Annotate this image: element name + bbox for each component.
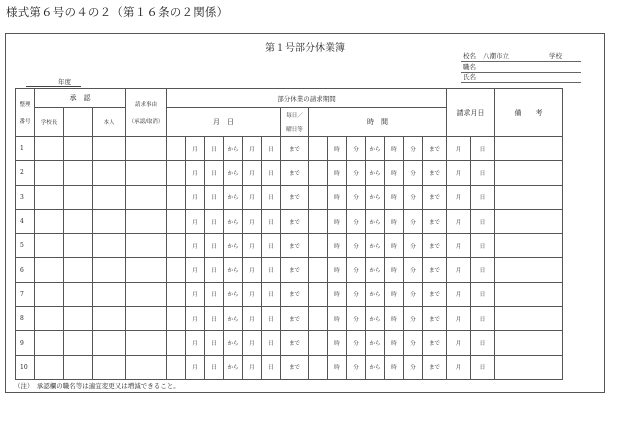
empty-cell[interactable]	[126, 331, 167, 355]
cell-day: 日	[205, 209, 224, 233]
empty-cell[interactable]	[126, 234, 167, 258]
empty-cell[interactable]	[495, 234, 563, 258]
cell-until: まで	[423, 209, 447, 233]
cell-until: まで	[281, 307, 309, 331]
row-number: 10	[16, 355, 35, 379]
empty-cell[interactable]	[93, 234, 126, 258]
cell-from: から	[366, 234, 385, 258]
cell-month: 月	[243, 258, 262, 282]
cell-day: 日	[205, 307, 224, 331]
cell-day: 日	[205, 137, 224, 161]
cell-minute: 分	[404, 137, 423, 161]
cell-minute: 分	[347, 331, 366, 355]
empty-cell[interactable]	[93, 161, 126, 185]
table-row	[16, 137, 563, 161]
empty-cell[interactable]	[309, 137, 328, 161]
table-row	[16, 282, 563, 306]
cell-month: 月	[243, 209, 262, 233]
cell-hour: 時	[328, 258, 347, 282]
cell-month: 月	[186, 307, 205, 331]
approval-header: 承 認	[35, 89, 126, 108]
empty-cell[interactable]	[64, 355, 93, 379]
cell-from: から	[224, 185, 243, 209]
cell-day: 日	[471, 137, 495, 161]
cell-day: 日	[262, 185, 281, 209]
cell-hour: 時	[328, 234, 347, 258]
cell-until: まで	[423, 185, 447, 209]
table-row	[16, 331, 563, 355]
row-number: 2	[16, 161, 35, 185]
cell-month: 月	[447, 307, 471, 331]
year-label: 年度	[58, 78, 71, 86]
table-row	[16, 307, 563, 331]
cell-minute: 分	[404, 234, 423, 258]
cell-hour: 時	[328, 209, 347, 233]
empty-cell[interactable]	[495, 355, 563, 379]
cell-minute: 分	[404, 185, 423, 209]
cell-day: 日	[205, 234, 224, 258]
cell-until: まで	[423, 282, 447, 306]
empty-cell[interactable]	[167, 307, 186, 331]
empty-cell[interactable]	[35, 185, 64, 209]
table-row	[16, 234, 563, 258]
cell-month: 月	[186, 234, 205, 258]
empty-cell[interactable]	[126, 307, 167, 331]
cell-day: 日	[471, 258, 495, 282]
cell-day: 日	[205, 161, 224, 185]
cell-day: 日	[471, 282, 495, 306]
form-code: 様式第６号の４の２（第１６条の２関係）	[6, 5, 229, 19]
cell-day: 日	[262, 209, 281, 233]
empty-cell[interactable]	[495, 161, 563, 185]
school-label: 校名	[463, 52, 476, 60]
cell-from: から	[366, 307, 385, 331]
cell-minute: 分	[404, 355, 423, 379]
cell-until: まで	[281, 234, 309, 258]
cell-minute: 分	[404, 331, 423, 355]
empty-cell[interactable]	[495, 307, 563, 331]
cell-day: 日	[205, 185, 224, 209]
cell-day: 日	[205, 355, 224, 379]
cell-month: 月	[186, 355, 205, 379]
cell-month: 月	[447, 209, 471, 233]
cell-until: まで	[281, 137, 309, 161]
cell-until: まで	[281, 331, 309, 355]
empty-cell[interactable]	[167, 258, 186, 282]
cell-from: から	[366, 209, 385, 233]
empty-cell[interactable]	[126, 137, 167, 161]
empty-cell[interactable]	[126, 161, 167, 185]
cell-month: 月	[447, 137, 471, 161]
empty-cell[interactable]	[93, 209, 126, 233]
school-name: 八潮市立	[483, 52, 509, 60]
empty-cell[interactable]	[495, 282, 563, 306]
cell-month: 月	[243, 234, 262, 258]
empty-cell[interactable]	[126, 258, 167, 282]
cell-month: 月	[243, 185, 262, 209]
time-header: 時 間	[309, 108, 447, 137]
cell-from: から	[366, 331, 385, 355]
empty-cell[interactable]	[35, 331, 64, 355]
cell-hour: 時	[385, 137, 404, 161]
cell-month: 月	[186, 331, 205, 355]
request-reason-top: 請求事由	[134, 102, 157, 108]
cell-hour: 時	[328, 161, 347, 185]
cell-month: 月	[243, 137, 262, 161]
cell-minute: 分	[347, 282, 366, 306]
footnote: （注） 承認欄の職名等は適宜変更又は増減できること。	[14, 382, 180, 390]
cell-month: 月	[243, 331, 262, 355]
empty-cell[interactable]	[309, 161, 328, 185]
empty-cell[interactable]	[167, 282, 186, 306]
remarks-header: 備 考	[495, 89, 563, 137]
empty-cell[interactable]	[64, 331, 93, 355]
empty-cell[interactable]	[93, 258, 126, 282]
row-number: 7	[16, 282, 35, 306]
request-reason-header	[126, 89, 167, 137]
cell-hour: 時	[385, 282, 404, 306]
cell-from: から	[224, 355, 243, 379]
cell-month: 月	[447, 161, 471, 185]
cell-minute: 分	[404, 307, 423, 331]
cell-until: まで	[423, 258, 447, 282]
cell-day: 日	[262, 137, 281, 161]
cell-hour: 時	[328, 185, 347, 209]
empty-cell[interactable]	[35, 137, 64, 161]
table-row	[16, 209, 563, 233]
empty-cell[interactable]	[126, 282, 167, 306]
weekly-header-bottom: 曜日等	[286, 127, 303, 133]
cell-day: 日	[471, 307, 495, 331]
row-number: 1	[16, 137, 35, 161]
empty-cell[interactable]	[35, 161, 64, 185]
table-row	[16, 161, 563, 185]
form-sheet	[5, 33, 605, 393]
empty-cell[interactable]	[167, 355, 186, 379]
seiri-header	[16, 89, 35, 137]
table-row	[16, 185, 563, 209]
empty-cell[interactable]	[167, 234, 186, 258]
empty-cell[interactable]	[35, 307, 64, 331]
empty-cell[interactable]	[309, 307, 328, 331]
cell-minute: 分	[347, 209, 366, 233]
empty-cell[interactable]	[167, 161, 186, 185]
cell-until: まで	[281, 282, 309, 306]
empty-cell[interactable]	[495, 137, 563, 161]
cell-month: 月	[186, 209, 205, 233]
empty-cell[interactable]	[64, 161, 93, 185]
cell-month: 月	[186, 185, 205, 209]
empty-cell[interactable]	[309, 234, 328, 258]
cell-day: 日	[471, 185, 495, 209]
cell-until: まで	[281, 209, 309, 233]
cell-until: まで	[423, 331, 447, 355]
cell-month: 月	[447, 234, 471, 258]
cell-until: まで	[281, 258, 309, 282]
empty-cell[interactable]	[64, 209, 93, 233]
cell-from: から	[224, 282, 243, 306]
cell-from: から	[366, 161, 385, 185]
cell-month: 月	[447, 185, 471, 209]
cell-day: 日	[471, 355, 495, 379]
cell-month: 月	[186, 161, 205, 185]
cell-from: から	[224, 258, 243, 282]
school-name-line	[461, 52, 581, 62]
table-row	[16, 355, 563, 379]
empty-cell[interactable]	[126, 209, 167, 233]
cell-minute: 分	[404, 282, 423, 306]
cell-day: 日	[262, 282, 281, 306]
cell-day: 日	[205, 331, 224, 355]
cell-month: 月	[243, 307, 262, 331]
position-line	[461, 63, 581, 73]
seiri-header-top: 整理	[19, 102, 31, 108]
cell-month: 月	[447, 258, 471, 282]
cell-hour: 時	[328, 282, 347, 306]
cell-from: から	[224, 209, 243, 233]
cell-month: 月	[447, 331, 471, 355]
cell-hour: 時	[385, 234, 404, 258]
cell-minute: 分	[404, 258, 423, 282]
empty-cell[interactable]	[126, 355, 167, 379]
cell-hour: 時	[385, 161, 404, 185]
empty-cell[interactable]	[495, 331, 563, 355]
empty-cell[interactable]	[309, 209, 328, 233]
empty-cell[interactable]	[309, 185, 328, 209]
cell-minute: 分	[347, 234, 366, 258]
cell-from: から	[366, 185, 385, 209]
cell-until: まで	[423, 355, 447, 379]
cell-hour: 時	[385, 355, 404, 379]
cell-minute: 分	[404, 209, 423, 233]
self-header: 本人	[93, 108, 126, 137]
empty-cell[interactable]	[64, 185, 93, 209]
cell-day: 日	[205, 258, 224, 282]
empty-cell[interactable]	[167, 137, 186, 161]
empty-cell[interactable]	[64, 234, 93, 258]
empty-cell[interactable]	[35, 282, 64, 306]
cell-month: 月	[186, 282, 205, 306]
cell-from: から	[366, 282, 385, 306]
seiri-header-bottom: 番号	[19, 119, 31, 125]
cell-until: まで	[281, 355, 309, 379]
cell-day: 日	[471, 161, 495, 185]
cell-month: 月	[243, 355, 262, 379]
row-number: 6	[16, 258, 35, 282]
cell-day: 日	[471, 209, 495, 233]
cell-from: から	[224, 331, 243, 355]
cell-minute: 分	[404, 161, 423, 185]
weekly-header-top: 毎日／	[286, 113, 303, 119]
empty-cell[interactable]	[93, 185, 126, 209]
empty-cell[interactable]	[167, 209, 186, 233]
cell-minute: 分	[347, 161, 366, 185]
page-title: 第１号部分休業簿	[265, 43, 345, 54]
cell-day: 日	[471, 331, 495, 355]
empty-cell[interactable]	[309, 258, 328, 282]
empty-cell[interactable]	[309, 331, 328, 355]
row-number: 5	[16, 234, 35, 258]
cell-hour: 時	[385, 185, 404, 209]
cell-minute: 分	[347, 185, 366, 209]
cell-hour: 時	[385, 209, 404, 233]
empty-cell[interactable]	[309, 355, 328, 379]
empty-cell[interactable]	[309, 282, 328, 306]
position-label: 職名	[463, 62, 476, 71]
cell-hour: 時	[385, 258, 404, 282]
empty-cell[interactable]	[167, 185, 186, 209]
empty-cell[interactable]	[64, 258, 93, 282]
cell-day: 日	[262, 307, 281, 331]
cell-day: 日	[262, 355, 281, 379]
approval-blank-header	[64, 108, 93, 137]
cell-until: まで	[281, 185, 309, 209]
school-suffix: 学校	[549, 52, 562, 60]
cell-day: 日	[262, 258, 281, 282]
cell-month: 月	[243, 282, 262, 306]
empty-cell[interactable]	[64, 137, 93, 161]
empty-cell[interactable]	[126, 185, 167, 209]
empty-cell[interactable]	[35, 258, 64, 282]
cell-hour: 時	[385, 307, 404, 331]
request-date-header: 請求月日	[447, 89, 495, 137]
empty-cell[interactable]	[64, 282, 93, 306]
cell-hour: 時	[385, 331, 404, 355]
cell-hour: 時	[328, 331, 347, 355]
cell-month: 月	[447, 282, 471, 306]
cell-day: 日	[471, 234, 495, 258]
cell-from: から	[224, 234, 243, 258]
cell-from: から	[224, 307, 243, 331]
cell-minute: 分	[347, 137, 366, 161]
cell-until: まで	[423, 161, 447, 185]
cell-until: まで	[423, 137, 447, 161]
request-reason-bottom: （承認/取消）	[128, 119, 164, 125]
school-info	[461, 52, 581, 84]
cell-until: まで	[423, 307, 447, 331]
principal-header: 学校長	[35, 108, 64, 137]
cell-hour: 時	[328, 355, 347, 379]
empty-cell[interactable]	[495, 209, 563, 233]
empty-cell[interactable]	[495, 185, 563, 209]
name-line	[461, 73, 581, 83]
cell-day: 日	[262, 234, 281, 258]
cell-from: から	[366, 355, 385, 379]
period-header: 部分休業の請求期間	[167, 89, 447, 108]
cell-hour: 時	[328, 307, 347, 331]
name-label: 氏名	[463, 73, 476, 81]
empty-cell[interactable]	[93, 331, 126, 355]
row-number: 4	[16, 209, 35, 233]
cell-day: 日	[262, 331, 281, 355]
year-field	[26, 76, 81, 87]
row-number: 3	[16, 185, 35, 209]
leave-table	[15, 88, 563, 380]
empty-cell[interactable]	[35, 355, 64, 379]
empty-cell[interactable]	[167, 331, 186, 355]
empty-cell[interactable]	[64, 307, 93, 331]
cell-minute: 分	[347, 258, 366, 282]
cell-minute: 分	[347, 355, 366, 379]
cell-minute: 分	[347, 307, 366, 331]
cell-hour: 時	[328, 137, 347, 161]
row-number: 9	[16, 331, 35, 355]
cell-from: から	[366, 258, 385, 282]
empty-cell[interactable]	[35, 234, 64, 258]
empty-cell[interactable]	[93, 137, 126, 161]
cell-month: 月	[243, 161, 262, 185]
cell-until: まで	[423, 234, 447, 258]
table-row	[16, 258, 563, 282]
empty-cell[interactable]	[495, 258, 563, 282]
empty-cell[interactable]	[35, 209, 64, 233]
row-number: 8	[16, 307, 35, 331]
cell-day: 日	[262, 161, 281, 185]
weekly-header	[281, 108, 309, 137]
empty-cell[interactable]	[93, 355, 126, 379]
cell-day: 日	[205, 282, 224, 306]
cell-from: から	[224, 161, 243, 185]
empty-cell[interactable]	[93, 282, 126, 306]
cell-from: から	[224, 137, 243, 161]
cell-until: まで	[281, 161, 309, 185]
cell-month: 月	[186, 258, 205, 282]
monthday-header: 月 日	[167, 108, 281, 137]
cell-month: 月	[186, 137, 205, 161]
cell-month: 月	[447, 355, 471, 379]
cell-from: から	[366, 137, 385, 161]
empty-cell[interactable]	[93, 307, 126, 331]
